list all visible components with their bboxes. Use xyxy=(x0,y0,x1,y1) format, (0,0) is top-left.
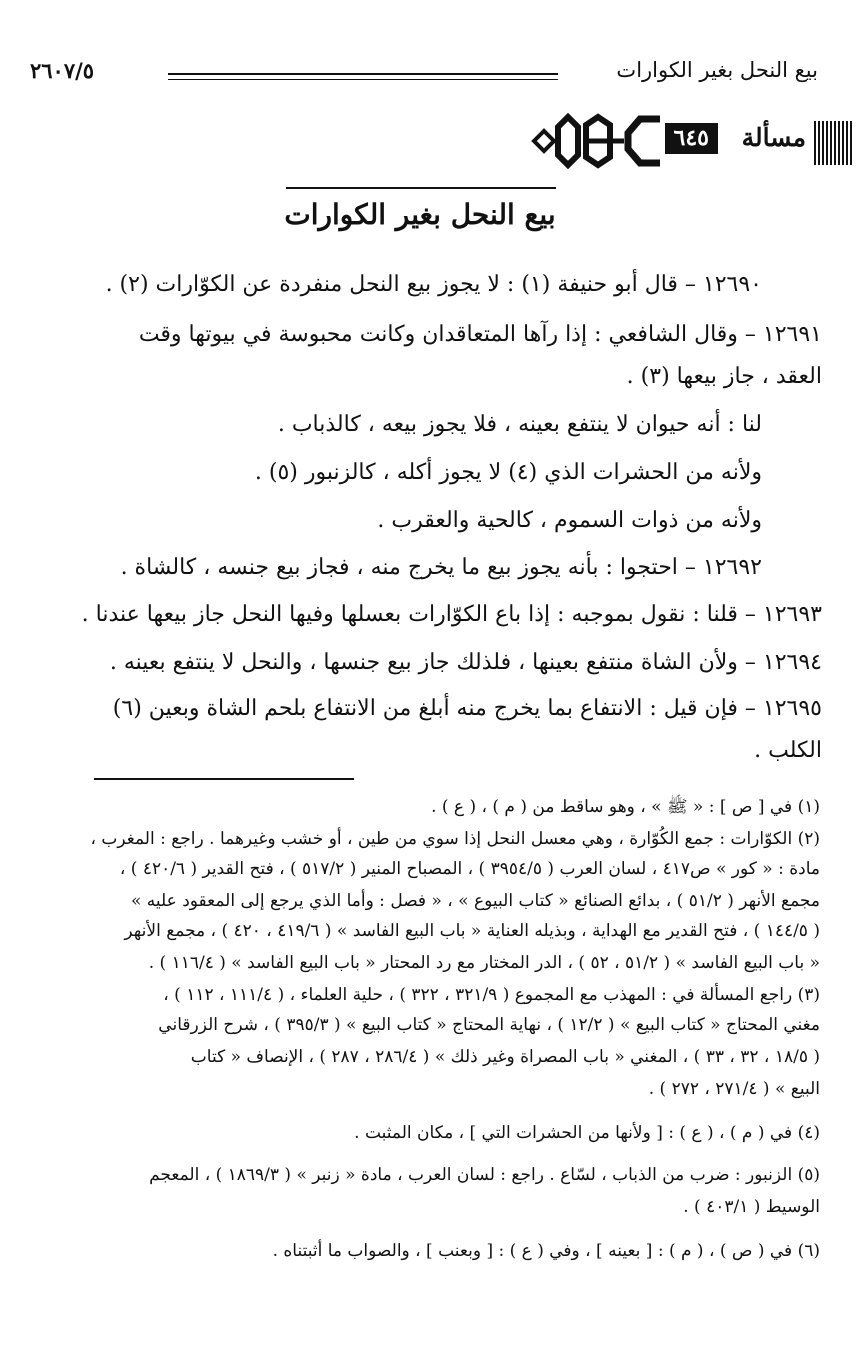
issue-number: ٦٤٥ xyxy=(665,123,718,154)
paragraph-12693: ١٢٦٩٣ – قلنا : نقول بموجبه : إذا باع الكوّارات بعسلها وفيها النحل جاز بيعها عندنا . xyxy=(81,602,822,627)
paragraph-12695-cont: الكلب . xyxy=(754,738,822,763)
section-title: بيع النحل بغير الكوارات xyxy=(284,198,556,231)
footnote-2: (٢) الكوّارات : جمع الكُوّارة ، وهي معسل النحل إذا سوي من طين ، أو خشب وغيرهما . راجع : المغرب ، xyxy=(90,829,820,849)
footnote-5-line: الوسيط ( ٤٠٣/١ ) . xyxy=(683,1197,820,1217)
footnote-6: (٦) في ( ص ) ، ( م ) : [ بعينه ] ، وفي ( ع ) : [ وبعنب ] ، والصواب ما أثبتناه . xyxy=(272,1241,820,1261)
issue-banner xyxy=(528,113,854,167)
argument-line-3: ولأنه من ذوات السموم ، كالحية والعقرب . xyxy=(377,508,762,533)
footnote-2-line: مادة : « كور » ص٤١٧ ، لسان العرب ( ٣٩٥٤/٥ ) ، المصباح المنير ( ٥١٧/٢ ) ، فتح القدير ( ٤٢٠/٦ ) ، xyxy=(119,859,820,879)
argument-line-2: ولأنه من الحشرات الذي (٤) لا يجوز أكله ، كالزنبور (٥) . xyxy=(254,460,762,485)
striped-bar-ornament xyxy=(814,121,854,165)
footnote-1: (١) في [ ص ] : « ﷺ » ، وهو ساقط من ( م ) ، ( ع ) . xyxy=(431,797,820,817)
footnote-2-line: مجمع الأنهر ( ٥١/٢ ) ، بدائع الصنائع « كتاب البيوع » ، « فصل : وأما الذي يرجع إلى المعقود عليه » xyxy=(130,891,820,911)
paragraph-12694: ١٢٦٩٤ – ولأن الشاة منتفع بعينها ، فلذلك جاز بيع جنسها ، والنحل لا ينتفع بعينه . xyxy=(109,650,822,675)
header-rule xyxy=(168,73,558,80)
footnote-3-line: ( ١٨/٥ ، ٣٢ ، ٣٣ ) ، المغني « باب المصراة وغير ذلك » ( ٢٨٦/٤ ، ٢٨٧ ) ، الإنصاف « كتاب xyxy=(190,1047,820,1067)
footnote-2-line: « باب البيع الفاسد » ( ٥١/٢ ، ٥٢ ) ، الدر المختار مع رد المحتار « باب البيع الفاسد » ( ١١٦/٤ ) . xyxy=(148,953,820,973)
footnote-4: (٤) في ( م ) ، ( ع ) : [ ولأنها من الحشرات التي ] ، مكان المثبت . xyxy=(354,1123,820,1143)
argument-line-1: لنا : أنه حيوان لا ينتفع بعينه ، فلا يجوز بيعه ، كالذباب . xyxy=(277,412,762,437)
geometric-ornament-icon xyxy=(528,113,668,169)
paragraph-12690: ١٢٦٩٠ – قال أبو حنيفة (١) : لا يجوز بيع النحل منفردة عن الكوّارات (٢) . xyxy=(105,272,762,297)
paragraph-12691-cont: العقد ، جاز بيعها (٣) . xyxy=(626,364,822,389)
footnote-2-line: ( ١٤٤/٥ ) ، فتح القدير مع الهداية ، وبذيله العناية « باب البيع الفاسد » ( ٤١٩/٦ ، ٤٢٠ ) ، مجمع الأنهر xyxy=(124,921,820,941)
footnote-5: (٥) الزنبور : ضرب من الذباب ، لسّاع . راجع : لسان العرب ، مادة « زنبر » ( ١٨٦٩/٣ ) ، المعجم xyxy=(149,1165,820,1185)
footnote-3: (٣) راجع المسألة في : المهذب مع المجموع ( ٣٢١/٩ ، ٣٢٢ ) ، حلية العلماء ، ( ١١١/٤ ، ١١٢ ) ، xyxy=(163,985,820,1005)
paragraph-12692: ١٢٦٩٢ – احتجوا : بأنه يجوز بيع ما يخرج منه ، فجاز بيع جنسه ، كالشاة . xyxy=(120,555,762,580)
title-rule xyxy=(286,187,556,189)
paragraph-12691: ١٢٦٩١ – وقال الشافعي : إذا رآها المتعاقدان وكانت محبوسة في بيوتها وقت xyxy=(138,322,822,347)
footnote-3-line: البيع » ( ٢٧١/٤ ، ٢٧٢ ) . xyxy=(648,1079,820,1099)
paragraph-12695: ١٢٦٩٥ – فإن قيل : الانتفاع بما يخرج منه أبلغ من الانتفاع بلحم الشاة وبعين (٦) xyxy=(112,696,822,721)
page-reference: ٢٦٠٧/٥ xyxy=(30,58,95,83)
footnote-3-line: مغني المحتاج « كتاب البيع » ( ١٢/٢ ) ، نهاية المحتاج « كتاب البيع » ( ٣٩٥/٣ ) ، شرح الزرقاني xyxy=(158,1015,820,1035)
running-header-title: بيع النحل بغير الكوارات xyxy=(616,58,818,82)
running-header xyxy=(30,58,818,98)
footnote-rule xyxy=(94,778,354,780)
issue-label: مسألة xyxy=(741,123,806,152)
